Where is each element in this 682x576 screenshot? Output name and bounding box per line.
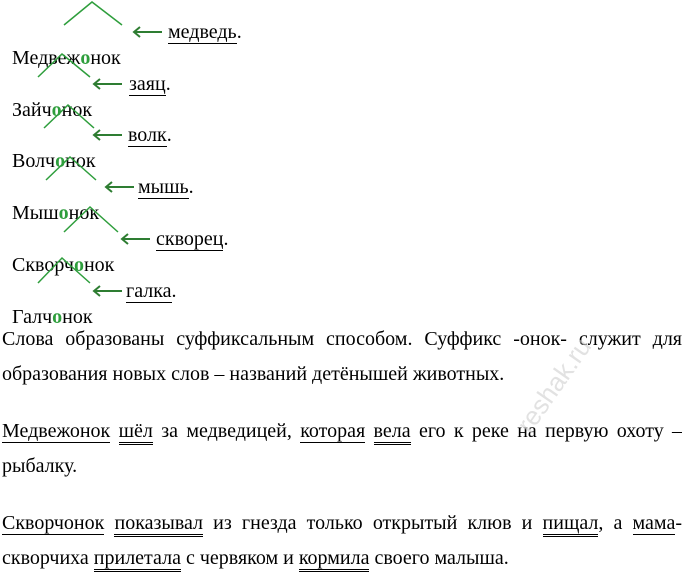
source-text: заяц [129, 73, 166, 95]
word-stem: Скворч [12, 254, 74, 276]
suffix-arc [36, 52, 94, 78]
word-rest: нок [90, 47, 121, 69]
source-word-4 [138, 174, 194, 200]
word-rest: нок [68, 202, 100, 224]
subject-word: мама [632, 512, 676, 534]
word-stem: Медвеж [12, 47, 81, 69]
text-fragment: своего малыша. [369, 547, 509, 569]
subject-word: Медвежонок [2, 420, 111, 442]
text-fragment [365, 420, 373, 442]
word-stem: Зайч [12, 99, 52, 121]
arrow-left-icon [92, 78, 126, 90]
suffix-arc [62, 205, 122, 233]
period: . [223, 228, 229, 250]
text-fragment: с червяком и [180, 547, 299, 569]
source-word-1 [168, 19, 242, 45]
suffix-arc [36, 256, 94, 284]
text-fragment [104, 512, 114, 534]
source-word-5 [156, 226, 228, 252]
watermark: reshak.ru [510, 332, 598, 439]
text-fragment: -скворчиха [2, 512, 682, 569]
word-stem: Галч [12, 306, 53, 328]
suffix-vowel: о [52, 306, 63, 328]
predicate-word: вела [374, 420, 411, 445]
period: . [188, 176, 194, 198]
suffix-vowel: о [55, 150, 66, 172]
source-text: скворец [156, 228, 224, 250]
arrow-left-icon [92, 129, 126, 141]
text-fragment: из гнезда только открытый клюв и [203, 512, 543, 534]
word-stem: Волч [12, 150, 56, 172]
suffix-vowel: о [80, 47, 91, 69]
subject-word: которая [300, 420, 366, 442]
word-rest: нок [65, 150, 96, 172]
source-word-3 [128, 122, 172, 148]
suffix-arc [62, 0, 126, 26]
period: . [236, 21, 242, 43]
word-rest: нок [61, 99, 93, 121]
predicate-word: шёл [119, 420, 153, 445]
sentence-three [2, 506, 682, 576]
word-stem: Мыш [12, 202, 59, 224]
period: . [165, 73, 171, 95]
sentence-two [2, 414, 682, 484]
source-text: медведь [168, 21, 237, 43]
arrow-left-icon [92, 285, 126, 297]
explanation-paragraph: Слова образованы суффиксальным способом. Суффикс -онок- служит для образования новых слов – названий детёнышей животных. [2, 328, 682, 385]
text-fragment: его к реке на первую охоту – рыбалку. [2, 420, 682, 477]
source-text: волк [128, 124, 167, 146]
predicate-word: прилетала [94, 547, 181, 572]
arrow-left-icon [104, 181, 138, 193]
word-rest: нок [62, 306, 93, 328]
period: . [171, 280, 177, 302]
source-word-2 [129, 71, 171, 97]
suffix-arc [44, 155, 100, 181]
predicate-word: кормила [299, 547, 370, 572]
period: . [166, 124, 172, 146]
suffix-vowel: о [73, 254, 84, 276]
subject-word: Скворчонок [2, 512, 105, 534]
text-fragment: за медведицей, [152, 420, 301, 442]
source-text: мышь [138, 176, 189, 198]
word-rest: нок [83, 254, 115, 276]
text-fragment: , а [598, 512, 633, 534]
predicate-word: показывал [114, 512, 203, 537]
arrow-left-icon [132, 26, 166, 38]
suffix-vowel: о [58, 202, 69, 224]
source-word-6 [126, 278, 177, 304]
suffix-vowel: о [51, 99, 62, 121]
arrow-left-icon [120, 233, 154, 245]
source-text: галка [126, 280, 172, 302]
predicate-word: пищал [543, 512, 599, 537]
suffix-arc [42, 103, 98, 129]
